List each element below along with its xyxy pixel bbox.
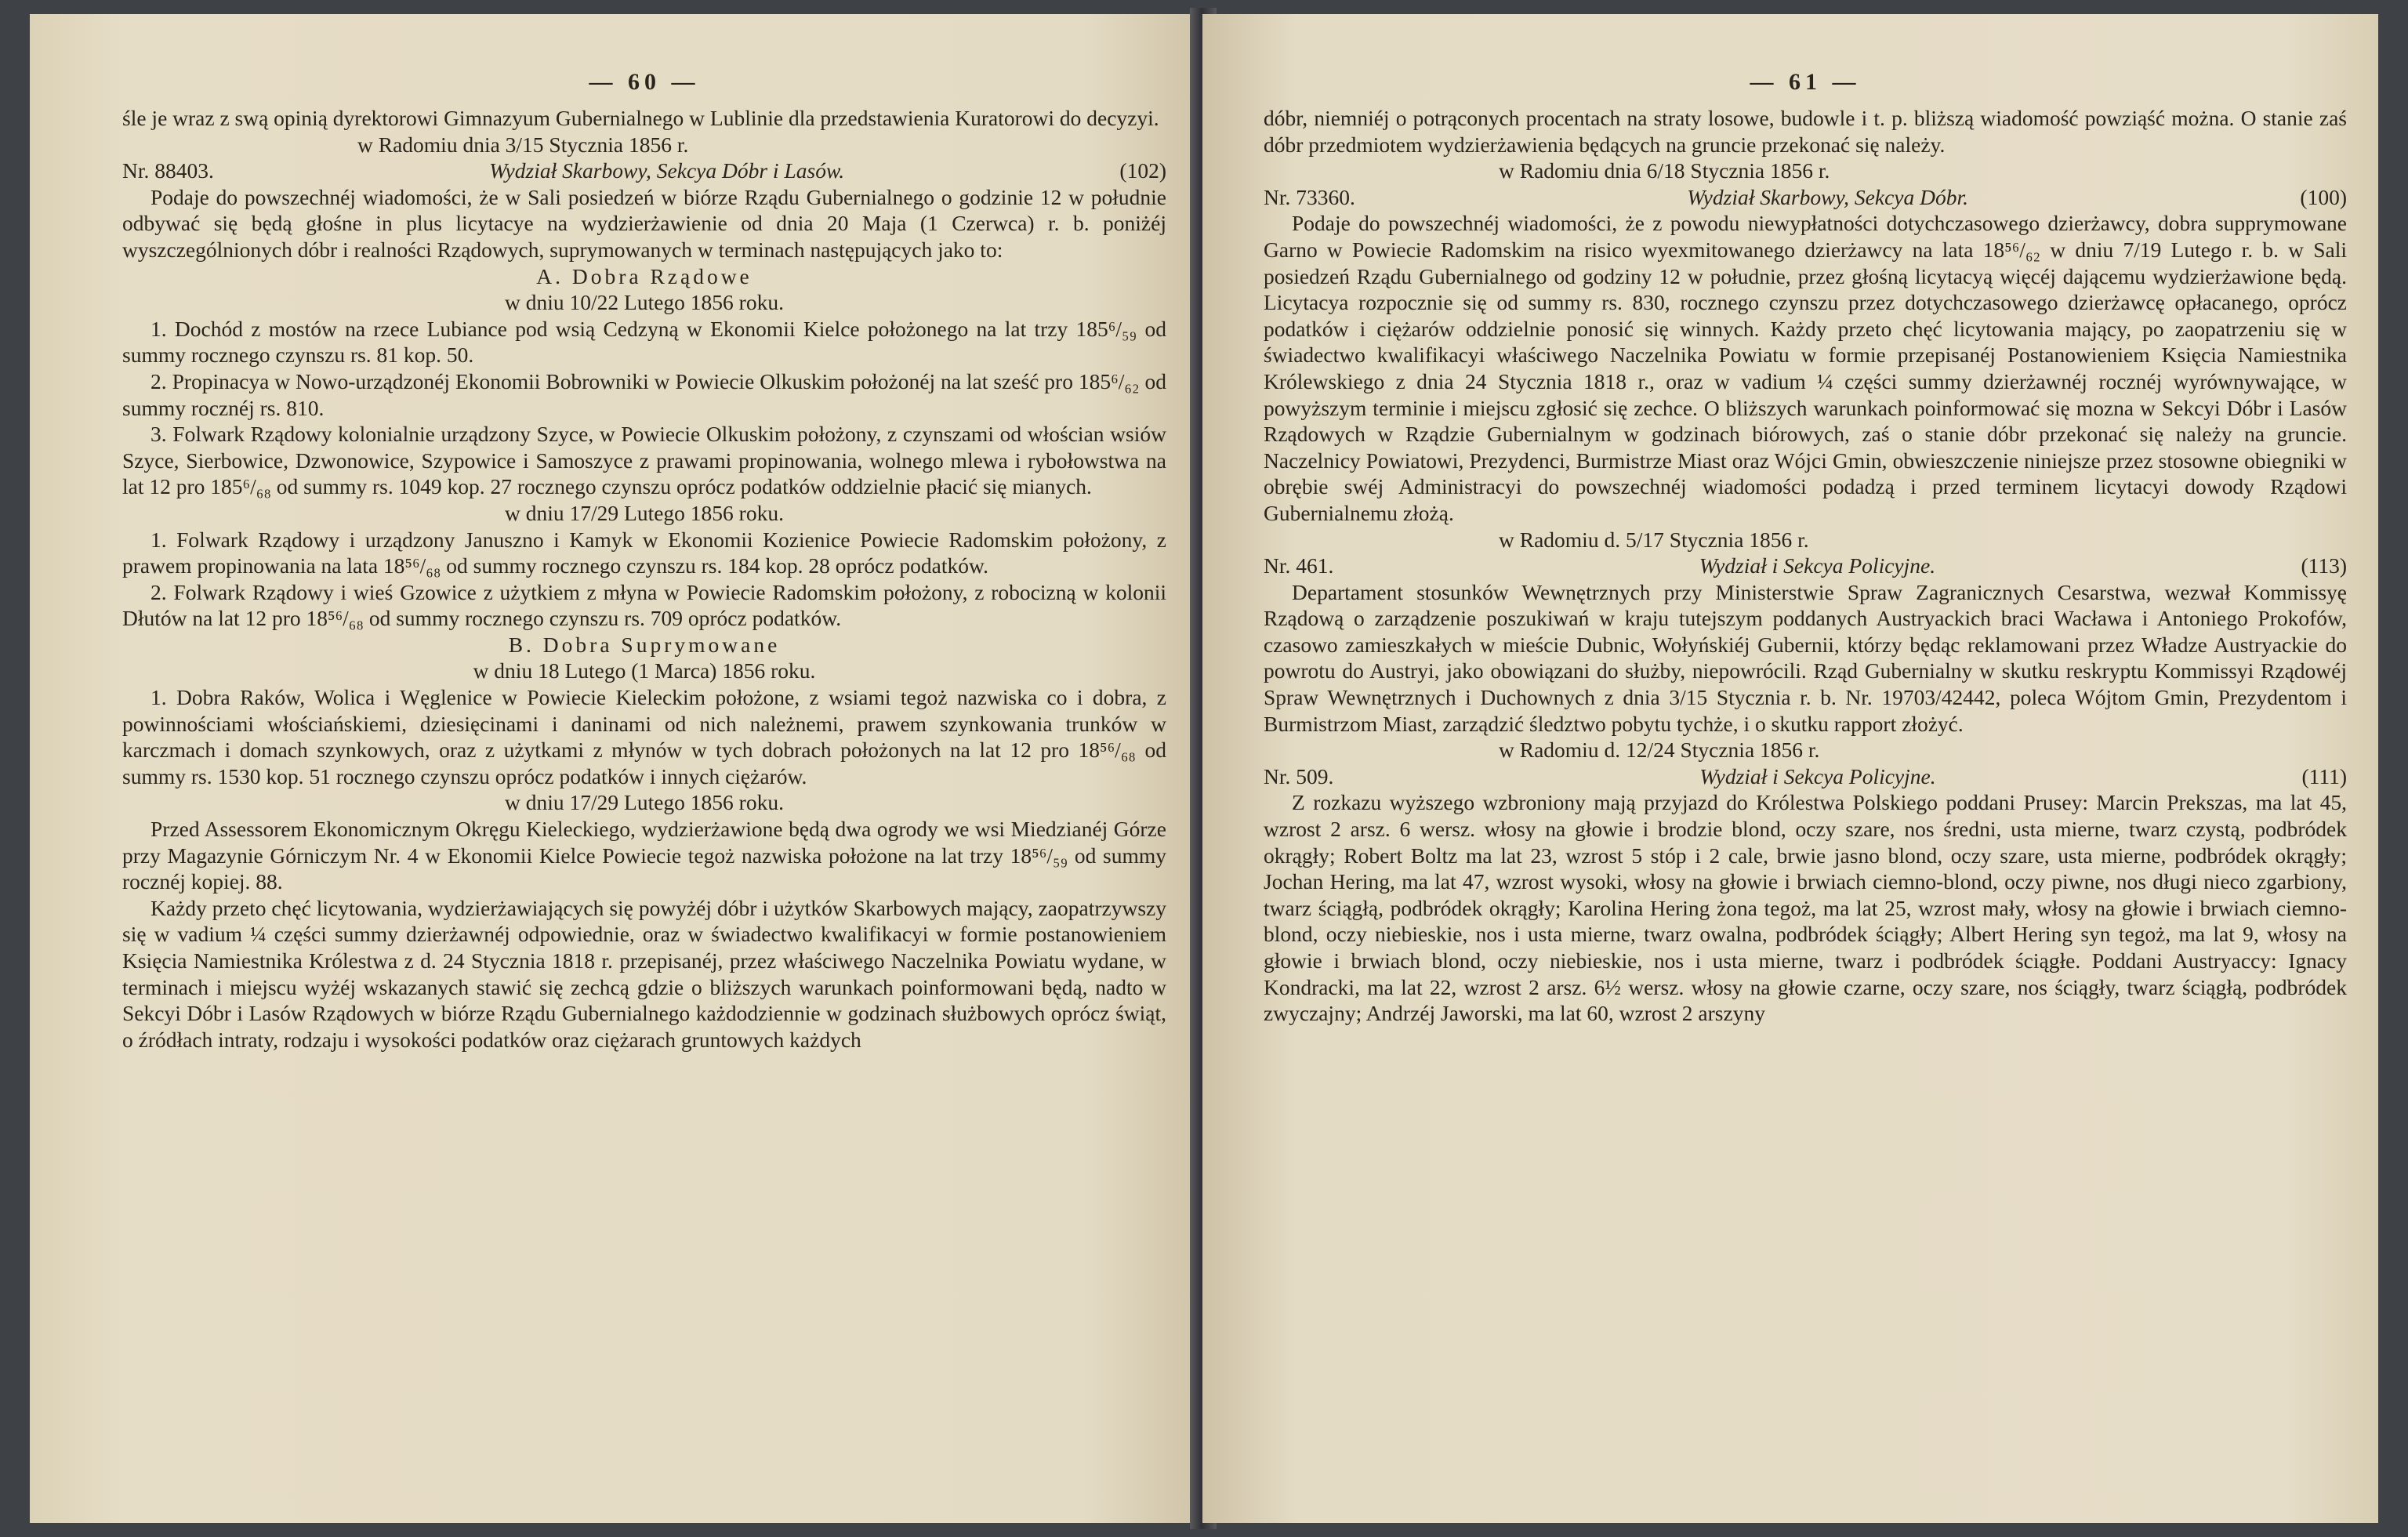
list-item: 3. Folwark Rządowy kolonialnie urządzony Szyce, w Powiecie Olkuskim położony, z czynszami od włościan wsiów Szyce, Sierbowice, Dzwonowice, Szypowice i Samoszyce z prawami propinowania, wolnego mlewa i rybołowstwa na lat 12 pro 185⁶/₆₈ od summy rs. 1049 kop. 27 rocznego czynszu oprócz podatków oddzielnie płacić się mianych. [122,422,1166,499]
opening-paragraph: dóbr, niemniéj o potrąconych procentach na straty losowe, budowle i t. p. bliższą wiadomość powziąść można. O stanie zaś dóbr przedmiotem wydzierżawienia będących na gruncie przekonać się należy. [1264,106,2347,157]
dateline: w Radomiu dnia 3/15 Stycznia 1856 r. [357,132,689,157]
notice-title: Wydział Skarbowy, Sekcya Dóbr i Lasów. [489,158,845,183]
section-heading: B. Dobra Suprymowane [508,632,781,657]
notice-number: Nr. 88403. [122,158,214,183]
notice-number: Nr. 73360. [1264,184,1355,209]
section-heading: A. Dobra Rządowe [536,263,752,288]
list-item: 1. Folwark Rządowy i urządzony Januszno i Kamyk w Ekonomii Kozienice Powiecie Radomskim położony, z prawem propinowania na lata 18⁵⁶/₆₈ od summy rocznego czynszu rs. 184 kop. 28 oprócz podatków. [122,527,1166,578]
section-date: w dniu 17/29 Lutego 1856 roku. [505,500,784,525]
list-item: 2. Folwark Rządowy i wieś Gzowice z użytkiem z młyna w Powiecie Radomskim położony, z robocizną w kolonii Dłutów na lat 12 pro 18⁵⁶/₆₈ od summy rocznego czynszu rs. 709 oprócz podatków. [122,579,1166,631]
notice-body: Departament stosunków Wewnętrznych przy Ministerstwie Spraw Zagranicznych Cesarstwa, wezwał Kommissyę Rządową o zarządzenie poszukiwań w kraju tutejszym poddanych Austryackich braci Wacława i Antoniego Prokofów, czasowo zamieszkałych w mieście Dubnic, Wołyńskiéj Gubernii, którzy będąc reklamowani przez Władze Austryackie do powrotu do Austryi, jako obowiązani do służby, niepowrócili. Rząd Gubernialny w skutku reskryptu Kommissyi Rządowéj Spraw Wewnętrznych i Duchownych z dnia 3/15 Stycznia r. b. Nr. 19703/42442, poleca Wójtom Gmin, Prezydentom i Burmistrzom Miast, zarządzić śledztwo pobytu tychże, i o skutku rapport złożyć. [1264,579,2347,736]
notice-code: (113) [2301,553,2347,578]
notice-header [1264,763,2347,790]
list-item: 1. Dochód z mostów na rzece Lubiance pod wsią Cedzyną w Ekonomii Kielce położonego na lat trzy 185⁶/₅₉ od summy rocznego czynszu rs. 81 kop. 50. [122,316,1166,368]
right-page [1202,14,2378,1523]
notice-title: Wydział Skarbowy, Sekcya Dóbr. [1687,184,1969,209]
notice-header [1264,184,2347,211]
notice-code: (100) [2300,184,2347,209]
notice-header [122,158,1166,184]
page-number: — 61 — [1750,69,1861,95]
dateline: w Radomiu dnia 6/18 Stycznia 1856 r. [1499,158,1830,183]
notice-header [1264,553,2347,579]
list-item: 1. Dobra Raków, Wolica i Węglenice w Powiecie Kieleckim położone, z wsiami tegoż nazwiska co i dobra, z powinnościami włościańskiemi, dziesięcinami i daninami od nich należnemi, prawem szynkowania trunków w karczmach i domach szynkowych, oraz z użytkami z młynów w tych dobrach położonych na lat 12 pro 18⁵⁶/₆₈ od summy rs. 1530 kop. 51 rocznego czynszu oprócz podatków i innych ciężarów. [122,685,1166,788]
notice-title: Wydział i Sekcya Policyjne. [1699,553,1936,578]
section-date: w dniu 10/22 Lutego 1856 roku. [505,290,784,315]
opening-paragraph: śle je wraz z swą opinią dyrektorowi Gimnazyum Gubernialnego w Lublinie dla przedstawienia Kuratorowi do decyzyi. [122,106,1159,130]
dateline: w Radomiu d. 5/17 Stycznia 1856 r. [1499,527,1809,552]
list-item: 2. Propinacya w Nowo-urządzonéj Ekonomii Bobrowniki w Powiecie Olkuskim położonéj na lat sześć pro 185⁶/₆₂ od summy rocznéj rs. 810. [122,368,1166,420]
notice-body: Podaje do powszechnéj wiadomości, że z powodu niewypłatności dotychczasowego dzierżawcy, dobra supprymowane Garno w Powiecie Radomskim na risico wyexmitowanego dzierżawcy na lata 18⁵⁶/₆₂ w dniu 7/19 Lutego r. b. w Sali posiedzeń Rządu Gubernialnego od godziny 12 w południe, przez głośną licytacyą więcéj dającemu wydzierżawione będą. Licytacya rozpocznie się od summy rs. 830, rocznego czynszu przez dotychczasowego dzierżawcę opłacanego, oprócz podatków i ciężarów oddzielnie ponosić się winnych. Każdy przeto chęć licytowania mający, po zaopatrzeniu się w świadectwo kwalifikacyi właściwego Naczelnika Powiatu w formie przepisanéj Postanowieniem Księcia Namiestnika Królewskiego z dnia 24 Stycznia 1818 r., oraz w vadium ¼ części summy dzierżawnéj rocznéj wyrównywające, w powyższym terminie i miejscu zgłosić się zechce. O bliższych warunkach poinformować się mozna w Sekcyi Dóbr i Lasów Rządowych w Rządzie Gubernialnym w godzinach biórowych, zaś o stanie dóbr przekonać się należy na gruncie. Naczelnicy Powiatowi, Prezydenci, Burmistrze Miast oraz Wójci Gmin, obwieszczenie niniejsze przez stosowne obiegniki w obrębie swéj Administracyi do powszechnéj wiadomości podadzą i przed terminem licytacyi dowody Rządowi Gubernialnemu złożą. [1264,211,2347,525]
notice-code: (102) [1119,158,1166,183]
notice-number: Nr. 461. [1264,553,1334,578]
notice-title: Wydział i Sekcya Policyjne. [1699,763,1936,788]
section-date: w dniu 18 Lutego (1 Marca) 1856 roku. [473,658,816,683]
notice-number: Nr. 509. [1264,763,1334,788]
notice-intro: Podaje do powszechnéj wiadomości, że w Sali posiedzeń w biórze Rządu Gubernialnego o godzinie 12 w południe odbywać się będą głośne in plus licytacye na wydzierżawienie od dnia 20 Maja (1 Czerwca) r. b. poniżéj wyszczególnionych dóbr i realności Rządowych, suprymowanych w terminach następujących jako to: [122,184,1166,262]
left-page [30,14,1201,1523]
section-date: w dniu 17/29 Lutego 1856 roku. [505,790,784,815]
notice-code: (111) [2301,763,2347,788]
page-number: — 60 — [589,69,700,95]
list-item: Przed Assessorem Ekonomicznym Okręgu Kieleckiego, wydzierżawione będą dwa ogrody we wsi Miedzianéj Górze przy Magazynie Górniczym Nr. 4 w Ekonomii Kielce Powiecie tegoż nazwiska położone na lat trzy 18⁵⁶/₅₉ od summy rocznéj kopiej. 88. [122,817,1166,894]
notice-body: Z rozkazu wyższego wzbroniony mają przyjazd do Królestwa Polskiego poddani Prusey: Marcin Prekszas, ma lat 45, wzrost 2 arsz. 6 wersz. włosy na głowie i brodzie blond, oczy szare, nos średni, usta mierne, twarz czystą, podbródek okrągły; Robert Boltz ma lat 23, wzrost 5 stóp i 2 cale, brwie jasno blond, oczy szare, usta mierne, podbródek okrągły; Jochan Hering, ma lat 47, wzrost wysoki, włosy na głowie i brwiach ciemno-blond, oczy piwne, nos długi nieco zgarbiony, twarz ściągłą, podbródek okrągły; Karolina Hering żona tegoż, ma lat 25, wzrost mały, włosy na głowie i brwiach ciemno-blond, oczy niebieskie, nos i usta mierne, twarz owalna, podbródek ściągły; Albert Hering syn tegoż, ma lat 9, włosy na głowie i brwiach blond, oczy niebieskie, nos i usta mierne, twarz i podbródek ściągłe. Poddani Austryaccy: Ignacy Kondracki, ma lat 22, wzrost 2 arsz. 6½ wersz. włosy na głowie czarne, oczy szare, nos ściągły, twarz ściągłą, podbródek zwyczajny; Andrzéj Jaworski, ma lat 60, wzrost 2 arszyny [1264,790,2347,1026]
closing-paragraph: Każdy przeto chęć licytowania, wydzierżawiających się powyżéj dóbr i użytków Skarbowych mający, zaopatrzywszy się w vadium ¼ części summy dzierżawnéj odpowiednie, oraz w świadectwo kwalifikacyi w formie postanowieniem Księcia Namiestnika Królestwa z d. 24 Stycznia 1818 r. przepisanéj, przez właściwego Naczelnika Powiatu wydane, w terminach i miejscu wyżéj wskazanych stawić się zechcą gdzie o bliższych warunkach poinformowani będą, nadto w Sekcyi Dóbr i Lasów Rządowych w biórze Rządu Gubernialnego każdodziennie w godzinach służbowych oprócz świąt, o źródłach intraty, rodzaju i wysokości podatków oraz ciężarach gruntowych każdych [122,895,1166,1052]
dateline: w Radomiu d. 12/24 Stycznia 1856 r. [1499,738,1820,763]
